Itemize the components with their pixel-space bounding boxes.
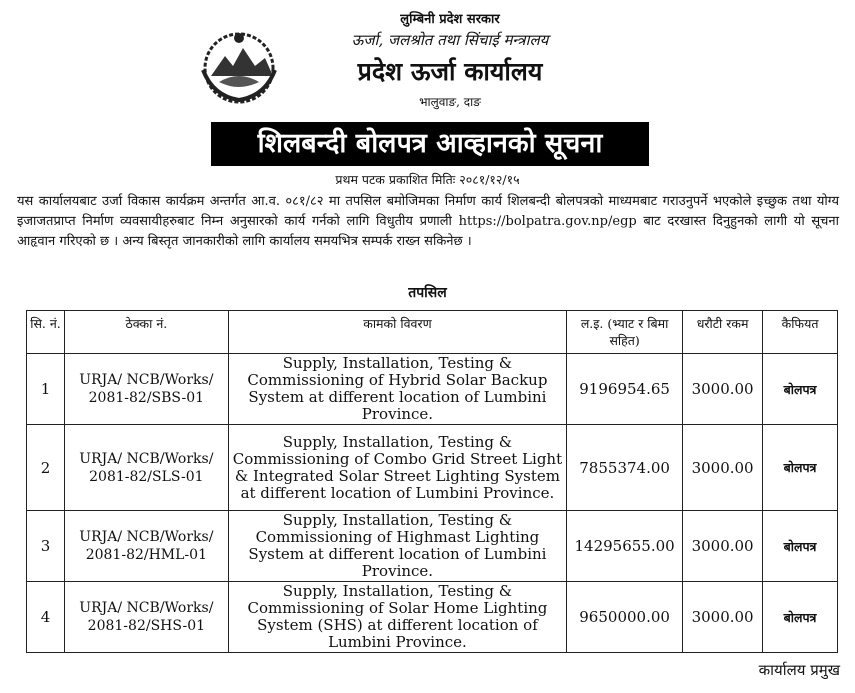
row-remarks: बोलपत्र [763,425,838,511]
table-row [27,511,838,582]
row-remarks: बोलपत्र [763,582,838,653]
row-estimate: 7855374.00 [567,425,683,511]
signature-office-chief: कार्यालय प्रमुख [758,661,840,679]
notice-title-banner: शिलबन्दी बोलपत्र आव्हानको सूचना [211,122,649,166]
office-name: प्रदेश ऊर्जा कार्यालय [357,57,543,86]
row-contract: URJA/ NCB/Works/ 2081-82/SBS-01 [64,354,228,425]
row-contract: URJA/ NCB/Works/ 2081-82/HML-01 [64,511,228,582]
row-deposit: 3000.00 [683,425,763,511]
notice-body: यस कार्यालयबाट उर्जा विकास कार्यक्रम अन्तर्गत आ.व. ०८१/८२ मा तपसिल बमोजिमका निर्माण कार्य शिलबन्दी बोलपत्रको माध्यमबाट गराउनुपर्ने भएकोले इच्छुक तथा योग्य इजाजतप्राप्त निर्माण व्यवसायीहरुबाट निम्न अनुसारको कार्य गर्नको लागि विधुतीय प्रणाली https://bolpatra.gov.np/egp बाट दरखास्त दिनुहुनको लागी यो सूचना आहृवान गरिएको छ । अन्य बिस्तृत जानकारीको लागि कार्यालय समयभित्र सम्पर्क राख्न सकिनेछ । [17,194,839,249]
table-row [27,425,838,511]
row-description: Supply, Installation, Testing & Commissioning of Solar Home Lighting System (SHS) at different location of Lumbini Province. [228,582,566,653]
table-title: तपसिल [408,285,447,301]
publication-date: प्रथम पटक प्रकाशित मितिः २०८१/१२/१५ [335,172,520,187]
header-remarks: कैफियत [763,311,838,354]
row-contract: URJA/ NCB/Works/ 2081-82/SLS-01 [64,425,228,511]
header-contract: ठेक्का नं. [64,311,228,354]
ministry-name: ऊर्जा, जलश्रोत तथा सिंचाई मन्त्रालय [351,31,549,49]
row-estimate: 9650000.00 [567,582,683,653]
row-sn: 1 [27,354,65,425]
tender-table [26,310,838,653]
office-location: भालुवाङ, दाङ [419,95,481,109]
header-sn: सि. नं. [27,311,65,354]
row-deposit: 3000.00 [683,511,763,582]
table-row [27,582,838,653]
row-contract: URJA/ NCB/Works/ 2081-82/SHS-01 [64,582,228,653]
header-description: कामको विवरण [228,311,566,354]
row-description: Supply, Installation, Testing & Commissioning of Hybrid Solar Backup System at different location of Lumbini Province. [228,354,566,425]
row-estimate: 9196954.65 [567,354,683,425]
row-sn: 3 [27,511,65,582]
letterhead [0,0,855,120]
table-row [27,354,838,425]
row-description: Supply, Installation, Testing & Commissioning of Highmast Lighting System at different location of Lumbini Province. [228,511,566,582]
row-deposit: 3000.00 [683,582,763,653]
header-estimate: ल.इ. (भ्याट र बिमा सहित) [567,311,683,354]
row-remarks: बोलपत्र [763,511,838,582]
row-deposit: 3000.00 [683,354,763,425]
row-remarks: बोलपत्र [763,354,838,425]
table-header-row [27,311,838,354]
row-description: Supply, Installation, Testing & Commissioning of Combo Grid Street Light & Integrated Solar Street Lighting System at different location of Lumbini Province. [228,425,566,511]
nepal-emblem-icon [193,26,285,106]
row-estimate: 14295655.00 [567,511,683,582]
row-sn: 2 [27,425,65,511]
row-sn: 4 [27,582,65,653]
government-name: लुम्बिनी प्रदेश सरकार [400,12,500,27]
header-deposit: धरौटी रकम [683,311,763,354]
